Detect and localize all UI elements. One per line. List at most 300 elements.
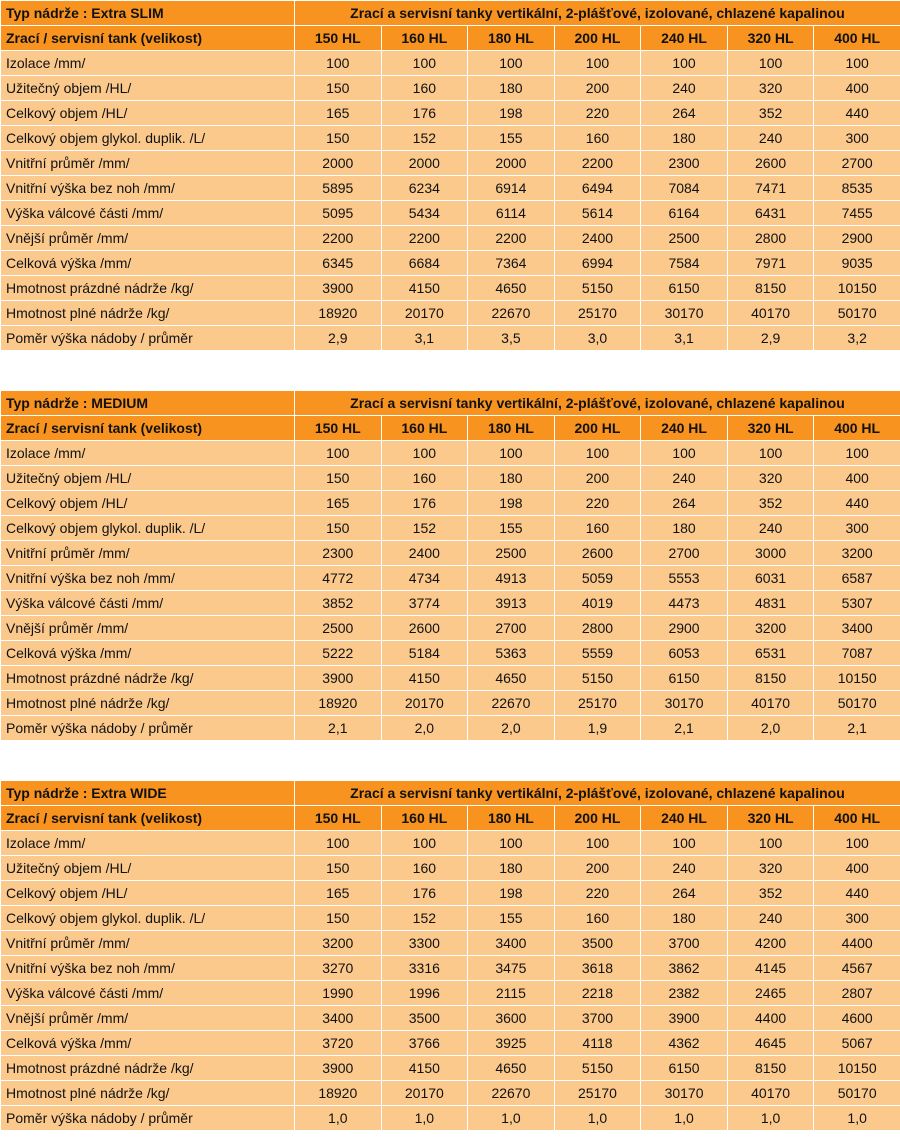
value-cell: 150 [295, 856, 382, 881]
value-cell: 2700 [468, 616, 555, 641]
row-label: Poměr výška nádoby / průměr [1, 1106, 295, 1131]
table-row [1, 466, 900, 491]
value-cell: 200 [554, 76, 641, 101]
value-cell: 100 [727, 51, 814, 76]
value-cell: 155 [468, 126, 555, 151]
value-cell: 40170 [727, 1081, 814, 1106]
value-cell: 352 [727, 491, 814, 516]
value-cell: 50170 [814, 691, 900, 716]
table-row [1, 831, 900, 856]
value-cell: 1,0 [727, 1106, 814, 1131]
value-cell: 40170 [727, 301, 814, 326]
row-label: Užitečný objem /HL/ [1, 466, 295, 491]
value-cell: 4567 [814, 956, 900, 981]
table-body [1, 51, 900, 351]
value-cell: 2465 [727, 981, 814, 1006]
value-cell: 5067 [814, 1031, 900, 1056]
value-cell: 100 [468, 831, 555, 856]
value-cell: 165 [295, 101, 382, 126]
value-cell: 198 [468, 491, 555, 516]
value-cell: 5363 [468, 641, 555, 666]
value-cell: 320 [727, 76, 814, 101]
value-cell: 8535 [814, 176, 900, 201]
value-cell: 198 [468, 101, 555, 126]
value-cell: 100 [468, 441, 555, 466]
value-cell: 10150 [814, 276, 900, 301]
table-row [1, 76, 900, 101]
table-header-row [1, 1, 900, 26]
size-header: 320 HL [727, 416, 814, 441]
row-label: Hmotnost prázdné nádrže /kg/ [1, 276, 295, 301]
value-cell: 100 [381, 441, 468, 466]
value-cell: 3300 [381, 931, 468, 956]
value-cell: 152 [381, 126, 468, 151]
value-cell: 300 [814, 516, 900, 541]
value-cell: 3618 [554, 956, 641, 981]
value-cell: 4650 [468, 666, 555, 691]
value-cell: 100 [814, 441, 900, 466]
value-cell: 2500 [295, 616, 382, 641]
value-cell: 2,9 [295, 326, 382, 351]
value-cell: 3200 [727, 616, 814, 641]
tank-type-label: Typ nádrže : MEDIUM [1, 391, 295, 416]
value-cell: 1,0 [468, 1106, 555, 1131]
value-cell: 3000 [727, 541, 814, 566]
value-cell: 3400 [295, 1006, 382, 1031]
tank-table-medium [0, 390, 900, 741]
value-cell: 20170 [381, 301, 468, 326]
row-label: Výška válcové části /mm/ [1, 591, 295, 616]
table-row [1, 1031, 900, 1056]
value-cell: 200 [554, 466, 641, 491]
value-cell: 4118 [554, 1031, 641, 1056]
table-row [1, 881, 900, 906]
value-cell: 100 [295, 51, 382, 76]
value-cell: 100 [641, 831, 728, 856]
value-cell: 3316 [381, 956, 468, 981]
value-cell: 3720 [295, 1031, 382, 1056]
table-row [1, 956, 900, 981]
size-header: 160 HL [381, 416, 468, 441]
value-cell: 40170 [727, 691, 814, 716]
size-header: 400 HL [814, 26, 900, 51]
value-cell: 100 [641, 441, 728, 466]
value-cell: 4200 [727, 931, 814, 956]
value-cell: 6431 [727, 201, 814, 226]
row-label: Hmotnost prázdné nádrže /kg/ [1, 1056, 295, 1081]
table-row [1, 491, 900, 516]
value-cell: 320 [727, 466, 814, 491]
value-cell: 2600 [727, 151, 814, 176]
value-cell: 3400 [468, 931, 555, 956]
value-cell: 2200 [468, 226, 555, 251]
value-cell: 2,9 [727, 326, 814, 351]
value-cell: 3475 [468, 956, 555, 981]
row-label: Vnitřní průměr /mm/ [1, 931, 295, 956]
tank-description: Zrací a servisní tanky vertikální, 2-plášťové, izolované, chlazené kapalinou [295, 781, 900, 806]
value-cell: 7471 [727, 176, 814, 201]
value-cell: 2800 [727, 226, 814, 251]
table-row [1, 276, 900, 301]
value-cell: 6994 [554, 251, 641, 276]
value-cell: 5434 [381, 201, 468, 226]
table-row [1, 906, 900, 931]
value-cell: 150 [295, 126, 382, 151]
tank-description: Zrací a servisní tanky vertikální, 2-plášťové, izolované, chlazené kapalinou [295, 391, 900, 416]
size-label: Zrací / servisní tank (velikost) [1, 416, 295, 441]
table-row [1, 1106, 900, 1131]
table-row [1, 716, 900, 741]
value-cell: 1,0 [814, 1106, 900, 1131]
value-cell: 3913 [468, 591, 555, 616]
value-cell: 6587 [814, 566, 900, 591]
value-cell: 150 [295, 466, 382, 491]
value-cell: 3270 [295, 956, 382, 981]
value-cell: 152 [381, 516, 468, 541]
value-cell: 50170 [814, 301, 900, 326]
row-label: Hmotnost plné nádrže /kg/ [1, 1081, 295, 1106]
size-header: 200 HL [554, 806, 641, 831]
value-cell: 3700 [554, 1006, 641, 1031]
value-cell: 2,1 [814, 716, 900, 741]
size-header: 150 HL [295, 26, 382, 51]
size-header: 320 HL [727, 26, 814, 51]
table-row [1, 151, 900, 176]
value-cell: 440 [814, 491, 900, 516]
value-cell: 2300 [641, 151, 728, 176]
value-cell: 2,0 [468, 716, 555, 741]
table-body [1, 831, 900, 1131]
value-cell: 7084 [641, 176, 728, 201]
value-cell: 3,1 [641, 326, 728, 351]
table-row [1, 101, 900, 126]
row-label: Celková výška /mm/ [1, 251, 295, 276]
value-cell: 3200 [814, 541, 900, 566]
value-cell: 2,0 [381, 716, 468, 741]
value-cell: 150 [295, 76, 382, 101]
value-cell: 4019 [554, 591, 641, 616]
value-cell: 4400 [814, 931, 900, 956]
row-label: Celkový objem glykol. duplik. /L/ [1, 906, 295, 931]
value-cell: 198 [468, 881, 555, 906]
value-cell: 100 [554, 51, 641, 76]
table-header-row [1, 391, 900, 416]
value-cell: 30170 [641, 301, 728, 326]
value-cell: 10150 [814, 1056, 900, 1081]
value-cell: 18920 [295, 301, 382, 326]
value-cell: 3766 [381, 1031, 468, 1056]
value-cell: 1,9 [554, 716, 641, 741]
row-label: Celkový objem /HL/ [1, 881, 295, 906]
value-cell: 4650 [468, 1056, 555, 1081]
value-cell: 180 [468, 466, 555, 491]
size-header: 180 HL [468, 26, 555, 51]
size-header: 160 HL [381, 806, 468, 831]
row-label: Užitečný objem /HL/ [1, 856, 295, 881]
size-header: 200 HL [554, 416, 641, 441]
value-cell: 6345 [295, 251, 382, 276]
value-cell: 1,0 [554, 1106, 641, 1131]
value-cell: 4600 [814, 1006, 900, 1031]
value-cell: 1996 [381, 981, 468, 1006]
size-header: 150 HL [295, 416, 382, 441]
value-cell: 2400 [381, 541, 468, 566]
value-cell: 3400 [814, 616, 900, 641]
value-cell: 9035 [814, 251, 900, 276]
table-row [1, 981, 900, 1006]
value-cell: 3200 [295, 931, 382, 956]
value-cell: 6053 [641, 641, 728, 666]
row-label: Vnější průměr /mm/ [1, 1006, 295, 1031]
value-cell: 220 [554, 881, 641, 906]
size-label: Zrací / servisní tank (velikost) [1, 806, 295, 831]
size-header: 400 HL [814, 416, 900, 441]
value-cell: 165 [295, 491, 382, 516]
value-cell: 5150 [554, 666, 641, 691]
table-row [1, 566, 900, 591]
row-label: Výška válcové části /mm/ [1, 201, 295, 226]
row-label: Celkový objem /HL/ [1, 101, 295, 126]
table-row [1, 591, 900, 616]
value-cell: 100 [727, 441, 814, 466]
value-cell: 155 [468, 906, 555, 931]
tank-description: Zrací a servisní tanky vertikální, 2-plášťové, izolované, chlazené kapalinou [295, 1, 900, 26]
table-row [1, 226, 900, 251]
value-cell: 100 [381, 51, 468, 76]
value-cell: 3900 [295, 666, 382, 691]
value-cell: 150 [295, 906, 382, 931]
value-cell: 3900 [295, 276, 382, 301]
value-cell: 2700 [814, 151, 900, 176]
value-cell: 240 [641, 76, 728, 101]
table-row [1, 441, 900, 466]
value-cell: 6234 [381, 176, 468, 201]
value-cell: 6150 [641, 276, 728, 301]
table-row [1, 326, 900, 351]
value-cell: 440 [814, 101, 900, 126]
table-row [1, 616, 900, 641]
value-cell: 100 [295, 441, 382, 466]
value-cell: 7971 [727, 251, 814, 276]
value-cell: 440 [814, 881, 900, 906]
value-cell: 240 [727, 126, 814, 151]
value-cell: 22670 [468, 301, 555, 326]
value-cell: 2000 [295, 151, 382, 176]
value-cell: 3862 [641, 956, 728, 981]
row-label: Užitečný objem /HL/ [1, 76, 295, 101]
value-cell: 25170 [554, 1081, 641, 1106]
value-cell: 3,2 [814, 326, 900, 351]
row-label: Celková výška /mm/ [1, 641, 295, 666]
value-cell: 2200 [295, 226, 382, 251]
value-cell: 5150 [554, 276, 641, 301]
value-cell: 25170 [554, 301, 641, 326]
size-header: 150 HL [295, 806, 382, 831]
value-cell: 2,0 [727, 716, 814, 741]
value-cell: 6494 [554, 176, 641, 201]
value-cell: 4734 [381, 566, 468, 591]
value-cell: 6031 [727, 566, 814, 591]
value-cell: 160 [554, 516, 641, 541]
row-label: Vnitřní výška bez noh /mm/ [1, 176, 295, 201]
value-cell: 300 [814, 126, 900, 151]
value-cell: 6114 [468, 201, 555, 226]
value-cell: 180 [641, 126, 728, 151]
value-cell: 240 [641, 466, 728, 491]
value-cell: 4150 [381, 1056, 468, 1081]
value-cell: 8150 [727, 666, 814, 691]
row-label: Celkový objem glykol. duplik. /L/ [1, 126, 295, 151]
row-label: Izolace /mm/ [1, 51, 295, 76]
value-cell: 200 [554, 856, 641, 881]
value-cell: 5307 [814, 591, 900, 616]
value-cell: 6150 [641, 1056, 728, 1081]
value-cell: 400 [814, 466, 900, 491]
value-cell: 264 [641, 881, 728, 906]
value-cell: 2500 [641, 226, 728, 251]
table-row [1, 931, 900, 956]
value-cell: 22670 [468, 691, 555, 716]
value-cell: 100 [814, 51, 900, 76]
value-cell: 5059 [554, 566, 641, 591]
row-label: Hmotnost prázdné nádrže /kg/ [1, 666, 295, 691]
value-cell: 4913 [468, 566, 555, 591]
value-cell: 176 [381, 881, 468, 906]
value-cell: 240 [727, 516, 814, 541]
value-cell: 5895 [295, 176, 382, 201]
value-cell: 7087 [814, 641, 900, 666]
size-label: Zrací / servisní tank (velikost) [1, 26, 295, 51]
value-cell: 2115 [468, 981, 555, 1006]
value-cell: 2807 [814, 981, 900, 1006]
value-cell: 3500 [554, 931, 641, 956]
value-cell: 2600 [381, 616, 468, 641]
value-cell: 100 [554, 831, 641, 856]
value-cell: 2200 [554, 151, 641, 176]
table-row [1, 516, 900, 541]
value-cell: 4650 [468, 276, 555, 301]
row-label: Izolace /mm/ [1, 441, 295, 466]
value-cell: 2400 [554, 226, 641, 251]
size-header-row [1, 416, 900, 441]
value-cell: 4772 [295, 566, 382, 591]
value-cell: 180 [641, 516, 728, 541]
value-cell: 10150 [814, 666, 900, 691]
value-cell: 152 [381, 906, 468, 931]
value-cell: 160 [381, 76, 468, 101]
row-label: Poměr výška nádoby / průměr [1, 716, 295, 741]
table-row [1, 541, 900, 566]
value-cell: 264 [641, 491, 728, 516]
table-row [1, 176, 900, 201]
size-header: 180 HL [468, 416, 555, 441]
value-cell: 5184 [381, 641, 468, 666]
value-cell: 176 [381, 491, 468, 516]
value-cell: 100 [468, 51, 555, 76]
size-header-row [1, 26, 900, 51]
tank-type-label: Typ nádrže : Extra SLIM [1, 1, 295, 26]
value-cell: 5559 [554, 641, 641, 666]
row-label: Celková výška /mm/ [1, 1031, 295, 1056]
value-cell: 3500 [381, 1006, 468, 1031]
table-row [1, 51, 900, 76]
value-cell: 50170 [814, 1081, 900, 1106]
value-cell: 4362 [641, 1031, 728, 1056]
value-cell: 20170 [381, 1081, 468, 1106]
value-cell: 3700 [641, 931, 728, 956]
size-header: 400 HL [814, 806, 900, 831]
row-label: Vnitřní výška bez noh /mm/ [1, 956, 295, 981]
size-header: 240 HL [641, 416, 728, 441]
value-cell: 100 [295, 831, 382, 856]
value-cell: 18920 [295, 691, 382, 716]
value-cell: 5150 [554, 1056, 641, 1081]
value-cell: 4145 [727, 956, 814, 981]
value-cell: 5222 [295, 641, 382, 666]
value-cell: 150 [295, 516, 382, 541]
row-label: Vnitřní výška bez noh /mm/ [1, 566, 295, 591]
value-cell: 3900 [295, 1056, 382, 1081]
value-cell: 4400 [727, 1006, 814, 1031]
value-cell: 3774 [381, 591, 468, 616]
value-cell: 220 [554, 101, 641, 126]
value-cell: 6914 [468, 176, 555, 201]
table-row [1, 1056, 900, 1081]
value-cell: 2600 [554, 541, 641, 566]
table-row [1, 201, 900, 226]
value-cell: 100 [814, 831, 900, 856]
value-cell: 4831 [727, 591, 814, 616]
size-header: 240 HL [641, 26, 728, 51]
value-cell: 1,0 [641, 1106, 728, 1131]
value-cell: 6684 [381, 251, 468, 276]
table-row [1, 251, 900, 276]
table-row [1, 856, 900, 881]
table-body [1, 441, 900, 741]
row-label: Izolace /mm/ [1, 831, 295, 856]
value-cell: 160 [381, 856, 468, 881]
value-cell: 3,0 [554, 326, 641, 351]
table-row [1, 1006, 900, 1031]
value-cell: 4645 [727, 1031, 814, 1056]
value-cell: 5614 [554, 201, 641, 226]
value-cell: 3925 [468, 1031, 555, 1056]
size-header: 160 HL [381, 26, 468, 51]
value-cell: 2300 [295, 541, 382, 566]
value-cell: 4150 [381, 666, 468, 691]
size-header: 200 HL [554, 26, 641, 51]
value-cell: 20170 [381, 691, 468, 716]
row-label: Vnitřní průměr /mm/ [1, 151, 295, 176]
table-row [1, 301, 900, 326]
value-cell: 300 [814, 906, 900, 931]
value-cell: 352 [727, 881, 814, 906]
value-cell: 3900 [641, 1006, 728, 1031]
row-label: Poměr výška nádoby / průměr [1, 326, 295, 351]
value-cell: 2218 [554, 981, 641, 1006]
value-cell: 352 [727, 101, 814, 126]
value-cell: 2200 [381, 226, 468, 251]
value-cell: 155 [468, 516, 555, 541]
value-cell: 2,1 [641, 716, 728, 741]
value-cell: 2800 [554, 616, 641, 641]
value-cell: 7455 [814, 201, 900, 226]
value-cell: 2000 [468, 151, 555, 176]
value-cell: 8150 [727, 276, 814, 301]
value-cell: 1,0 [295, 1106, 382, 1131]
value-cell: 2382 [641, 981, 728, 1006]
value-cell: 6531 [727, 641, 814, 666]
